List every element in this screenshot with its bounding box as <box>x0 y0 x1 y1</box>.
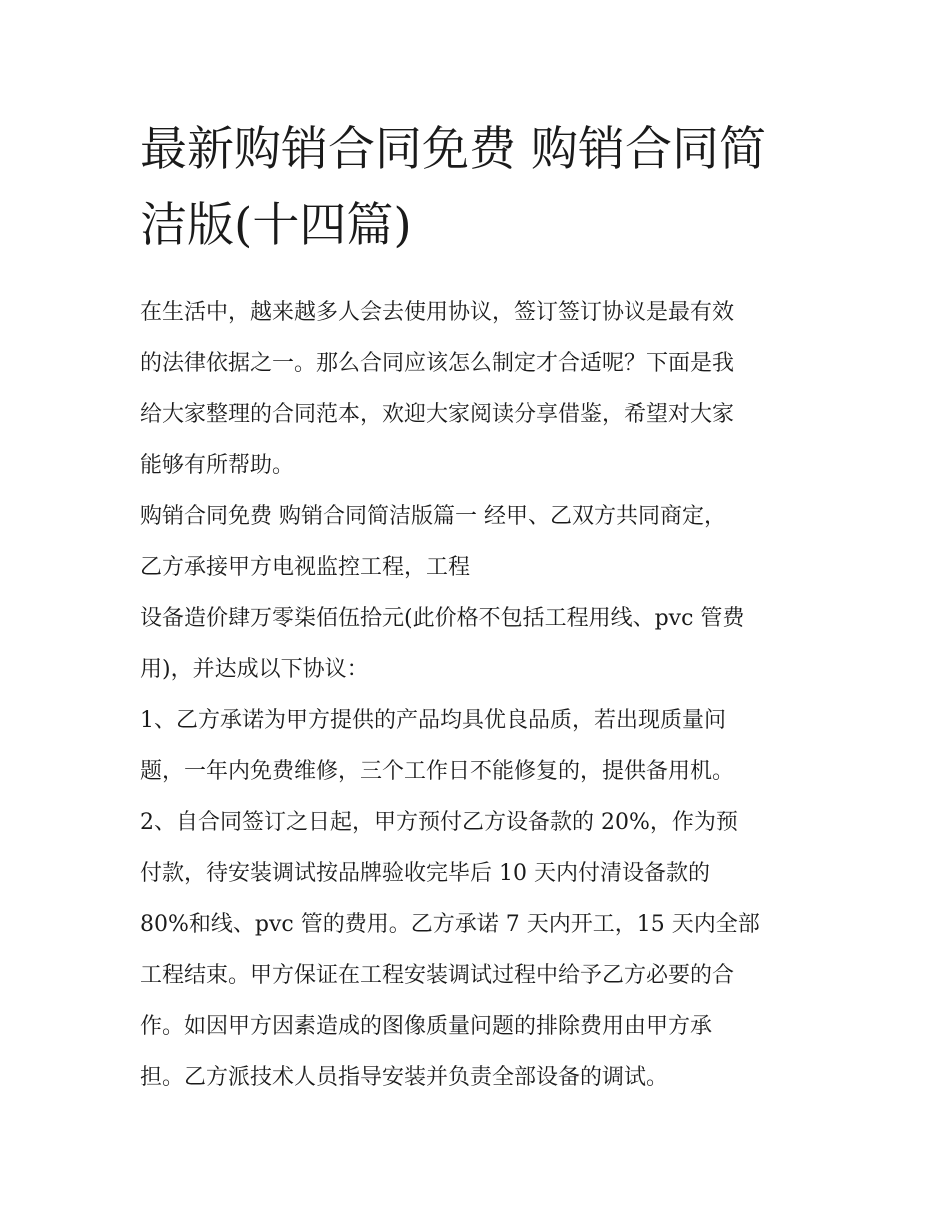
title-line: 最新购销合同免费 购销合同简 <box>140 122 766 177</box>
document-body <box>140 287 820 1103</box>
title-spacer <box>140 264 820 287</box>
body-line: 用)，并达成以下协议： <box>140 657 369 682</box>
body-line: 工程结束。甲方保证在工程安装调试过程中给予乙方必要的合 <box>140 963 735 988</box>
body-line: 80%和线、pvc 管的费用。乙方承诺 7 天内开工，15 天内全部 <box>140 912 760 937</box>
body-line: 的法律依据之一。那么合同应该怎么制定才合适呢？下面是我 <box>140 351 735 376</box>
body-line: 设备造价肆万零柒佰伍拾元(此价格不包括工程用线、pvc 管费 <box>140 606 745 631</box>
body-line: 给大家整理的合同范本，欢迎大家阅读分享借鉴，希望对大家 <box>140 402 735 427</box>
body-line: 担。乙方派技术人员指导安装并负责全部设备的调试。 <box>140 1065 669 1090</box>
body-line: 作。如因甲方因素造成的图像质量问题的排除费用由甲方承 <box>140 1014 713 1039</box>
body-line: 在生活中，越来越多人会去使用协议，签订签订协议是最有效 <box>140 300 735 325</box>
body-line: 1、乙方承诺为甲方提供的产品均具优良品质，若出现质量问 <box>140 708 726 733</box>
body-line: 乙方承接甲方电视监控工程，工程 <box>140 555 471 580</box>
body-line: 能够有所帮助。 <box>140 453 295 478</box>
body-line: 题，一年内免费维修，三个工作日不能修复的，提供备用机。 <box>140 759 735 784</box>
body-line: 付款，待安装调试按品牌验收完毕后 10 天内付清设备款的 <box>140 861 710 886</box>
body-line: 购销合同免费 购销合同简洁版篇一 经甲、乙双方共同商定， <box>140 504 726 529</box>
body-line: 2、自合同签订之日起，甲方预付乙方设备款的 20%，作为预 <box>140 810 738 835</box>
document-page <box>140 112 820 1103</box>
document-title <box>140 112 820 264</box>
title-line: 洁版(十四篇) <box>140 198 412 253</box>
